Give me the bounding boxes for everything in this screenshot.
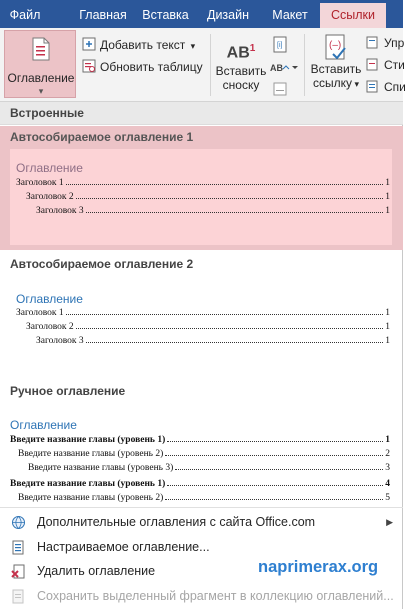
custom-toc-item[interactable]	[0, 535, 403, 559]
next-footnote-icon[interactable]	[270, 60, 300, 76]
insert-footnote-label-1: Вставить	[215, 64, 267, 78]
custom-toc-icon	[11, 540, 26, 555]
toc-icon	[32, 37, 50, 61]
style-button[interactable]: Сти	[366, 56, 405, 74]
preview-row: Заголовок 2 1	[26, 322, 390, 332]
footnote-icon: $AB^1$	[226, 43, 256, 62]
toc-dropdown	[0, 102, 403, 609]
toc-button-label: Оглавление	[7, 71, 75, 85]
manual-toc-preview	[10, 405, 392, 505]
chevron-right-icon: ▶	[386, 517, 393, 527]
tab-home[interactable]: Главная	[79, 8, 127, 22]
manage-sources-button[interactable]: Упр	[366, 34, 404, 52]
tab-references[interactable]: Ссылки	[320, 3, 386, 28]
preview-row: Заголовок 3 1	[36, 336, 390, 346]
ribbon-tab-bar	[0, 0, 403, 28]
preview-row: Введите название главы (уровень 1) 1	[10, 435, 390, 445]
preview-row: Заголовок 3 1	[36, 206, 390, 216]
insert-citation-button[interactable]	[308, 34, 364, 98]
preview-row: Заголовок 1 1	[16, 178, 390, 188]
insert-citation-label-2: ссылку ▾	[312, 76, 360, 90]
bibliography-button[interactable]: Спи	[366, 78, 406, 96]
preview-row: Введите название главы (уровень 2) 5	[18, 493, 390, 503]
builtin-section-header: Встроенные	[0, 102, 403, 125]
svg-text:(–): (–)	[329, 40, 342, 51]
add-text-button[interactable]	[82, 36, 195, 54]
save-selection-label: Сохранить выделенный фрагмент в коллекцию оглавлений...	[37, 589, 394, 603]
update-table-label: Обновить таблицу	[100, 60, 203, 74]
preview-row: Заголовок 1 1	[16, 308, 390, 318]
show-notes-icon[interactable]	[272, 82, 288, 96]
custom-toc-label: Настраиваемое оглавление...	[37, 540, 210, 554]
more-tocs-office-item[interactable]	[0, 510, 403, 534]
insert-endnote-icon[interactable]	[272, 36, 290, 54]
preview-heading: Оглавление	[16, 161, 83, 175]
style-icon	[366, 57, 380, 71]
tab-design[interactable]: Дизайн	[206, 8, 250, 22]
tab-insert[interactable]: Вставка	[142, 8, 189, 22]
auto-toc-2-title: Автособираемое оглавление 2	[10, 257, 194, 271]
ribbon-separator	[304, 34, 305, 96]
tab-file[interactable]: Файл	[9, 8, 41, 22]
update-table-button[interactable]	[82, 58, 203, 76]
manage-sources-icon	[366, 35, 380, 49]
preview-row: Введите название главы (уровень 2) 2	[18, 449, 390, 459]
remove-toc-icon	[11, 564, 26, 579]
toc-button[interactable]	[4, 30, 76, 98]
preview-row: Заголовок 2 1	[26, 192, 390, 202]
add-text-label: Добавить текст	[100, 38, 186, 52]
watermark-text: naprimerax.org	[258, 558, 379, 576]
preview-heading: Оглавление	[16, 292, 83, 306]
save-selection-icon	[11, 589, 26, 604]
office-globe-icon	[11, 515, 26, 530]
manual-toc-title: Ручное оглавление	[10, 384, 126, 398]
auto-toc-2-preview	[10, 276, 392, 366]
bibliography-icon	[366, 79, 380, 93]
chevron-down-icon: ▾	[351, 79, 360, 89]
citation-icon	[323, 34, 349, 62]
svg-text:AB: AB	[270, 63, 283, 73]
chevron-down-icon: ▾	[38, 86, 44, 96]
save-selection-toc-item[interactable]	[0, 584, 403, 608]
ribbon-separator	[210, 34, 211, 96]
preview-heading: Оглавление	[10, 418, 77, 432]
svg-text:[i]: [i]	[277, 42, 283, 49]
insert-citation-label-1: Вставить	[310, 62, 362, 76]
menu-separator	[0, 507, 403, 508]
auto-toc-2-item[interactable]	[0, 252, 403, 370]
auto-toc-1-preview	[10, 149, 392, 245]
insert-footnote-button[interactable]	[214, 34, 268, 98]
tab-layout[interactable]: Макет	[272, 8, 308, 22]
preview-row: Введите название главы (уровень 3) 3	[28, 463, 390, 473]
preview-row: Введите название главы (уровень 1) 4	[10, 479, 390, 489]
ribbon-panel	[0, 28, 406, 102]
update-table-icon	[82, 59, 96, 73]
chevron-down-icon: ▾	[190, 41, 196, 51]
more-tocs-office-label: Дополнительные оглавления с сайта Office.com	[37, 515, 316, 529]
manual-toc-item[interactable]	[0, 377, 403, 505]
auto-toc-1-item[interactable]	[0, 126, 403, 250]
insert-footnote-label-2: сноску	[222, 78, 260, 92]
remove-toc-label: Удалить оглавление	[37, 564, 156, 578]
auto-toc-1-title: Автособираемое оглавление 1	[10, 130, 194, 144]
add-text-icon	[82, 37, 96, 51]
